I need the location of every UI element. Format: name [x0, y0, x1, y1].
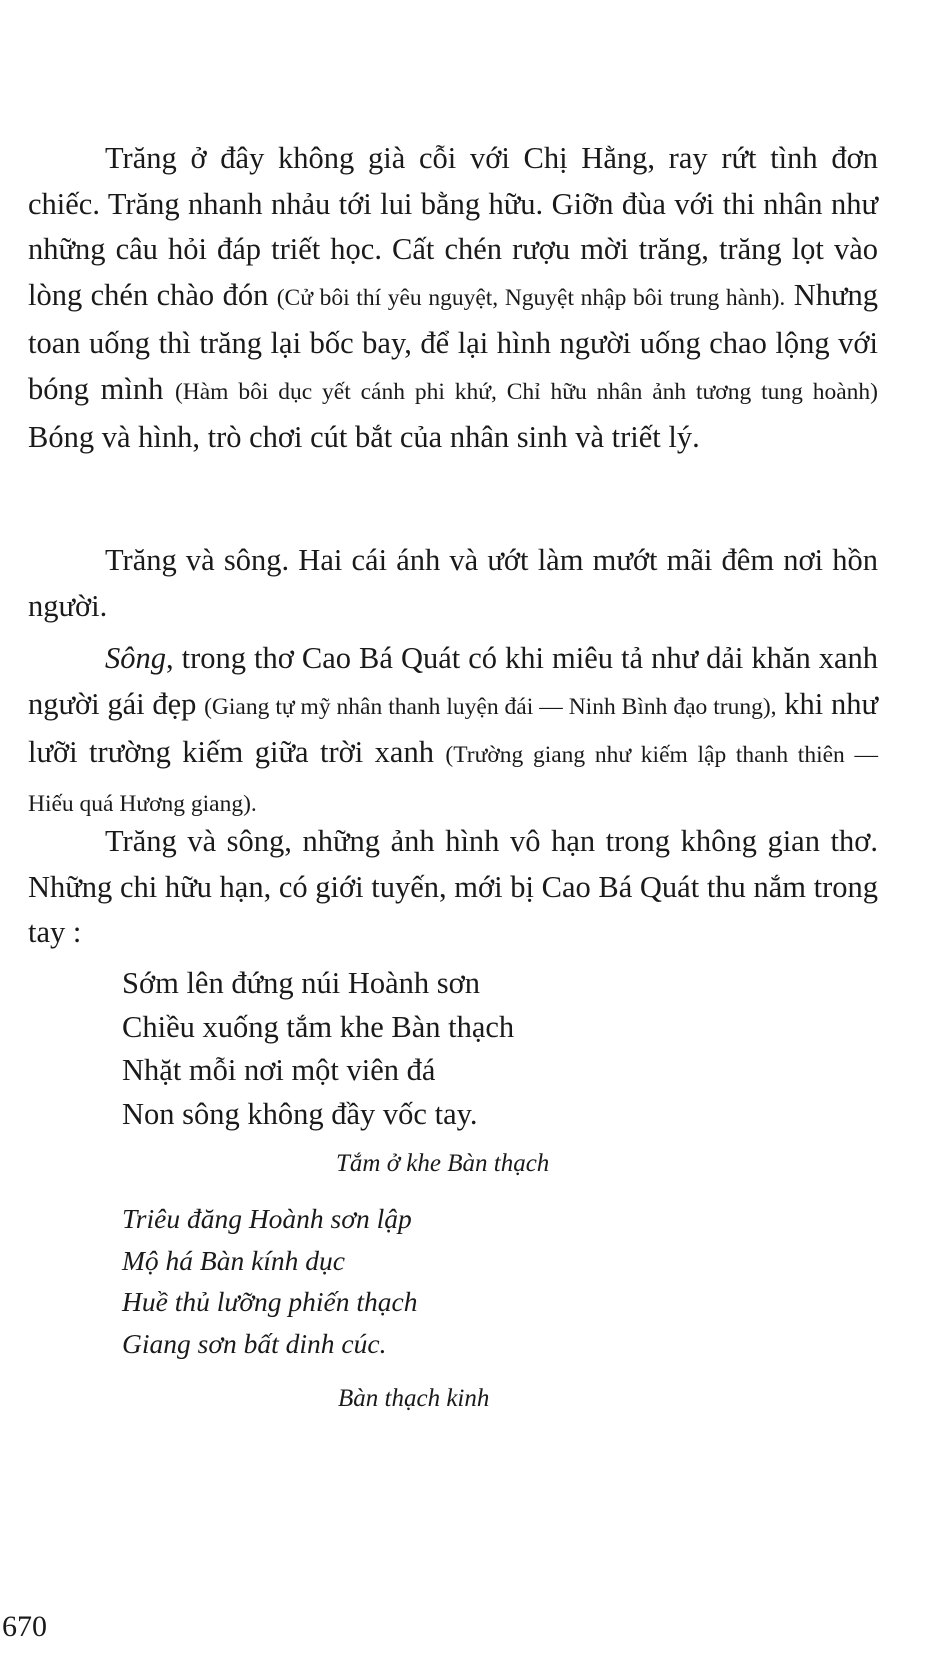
page-number: 670: [2, 1610, 47, 1643]
paragraph-moon-friend: [28, 136, 878, 461]
paragraph-text: Trăng và sông. Hai cái ánh và ướt làm mướt mãi đêm nơi hồn người.: [28, 543, 878, 623]
poem-line: Giang sơn bất dinh cúc.: [122, 1327, 387, 1359]
poem-line: Non sông không đầy vốc tay.: [122, 1096, 478, 1131]
han-viet-quote: (Giang tự mỹ nhân thanh luyện đái — Ninh Bình đạo trung),: [204, 693, 777, 720]
poem-translation-source: Tắm ở khe Bàn thạch: [336, 1150, 550, 1177]
paragraph-text: , trong thơ Cao Bá Quát có khi miêu tả như dải khăn xanh người gái đẹp: [28, 641, 878, 721]
paragraph-text: khi như lưỡi trường kiếm giữa trời xanh: [28, 686, 878, 769]
paragraph-moon-and-river: [28, 538, 878, 629]
han-viet-quote: (Trường giang như kiếm lập thanh thiên — Hiếu quá Hương giang).: [28, 742, 878, 817]
paragraph-finite: [28, 819, 878, 956]
paragraph-river: [28, 636, 878, 827]
poem-original: [122, 1198, 822, 1364]
han-viet-quote: (Hàm bôi dục yết cánh phi khứ, Chỉ hữu nhân ảnh tương tung hoành): [174, 378, 878, 405]
poem-line: Mộ há Bàn kính dục: [122, 1244, 346, 1276]
poem-line: Triêu đăng Hoành sơn lập: [122, 1203, 412, 1234]
poem-line: Sớm lên đứng núi Hoành sơn: [122, 966, 481, 1000]
poem-line: Huề thủ lưỡng phiến thạch: [122, 1286, 418, 1317]
poem-line: Chiều xuống tắm khe Bàn thạch: [122, 1009, 515, 1044]
poem-translation: [122, 962, 822, 1136]
paragraph-text: Trăng ở đây không già cỗi với Chị Hằng, ray rứt tình đơn chiếc. Trăng nhanh nhảu tới lui bằng hữu. Giỡn đùa với thi nhân như những câu hỏi đáp triết học. Cất chén rượu mời trăng, trăng lọt vào lòng chén chào đón: [28, 141, 878, 312]
han-viet-quote: (Cử bôi thí yêu nguyệt, Nguyệt nhập bôi trung hành).: [276, 284, 786, 311]
paragraph-text: Nhưng toan uống thì trăng lại bốc bay, để lại hình người uống chao lộng với bóng mình: [28, 277, 879, 406]
poem-line: Nhặt mỗi nơi một viên đá: [122, 1053, 436, 1087]
poem-original-source: Bàn thạch kinh: [338, 1385, 490, 1412]
paragraph-text: Bóng và hình, trò chơi cút bắt của nhân sinh và triết lý.: [28, 420, 700, 454]
paragraph-text: Trăng và sông, những ảnh hình vô hạn trong không gian thơ. Những chi hữu hạn, có giới tuyến, mới bị Cao Bá Quát thu nắm trong tay :: [28, 824, 878, 949]
emphasis-word: Sông: [105, 641, 166, 675]
